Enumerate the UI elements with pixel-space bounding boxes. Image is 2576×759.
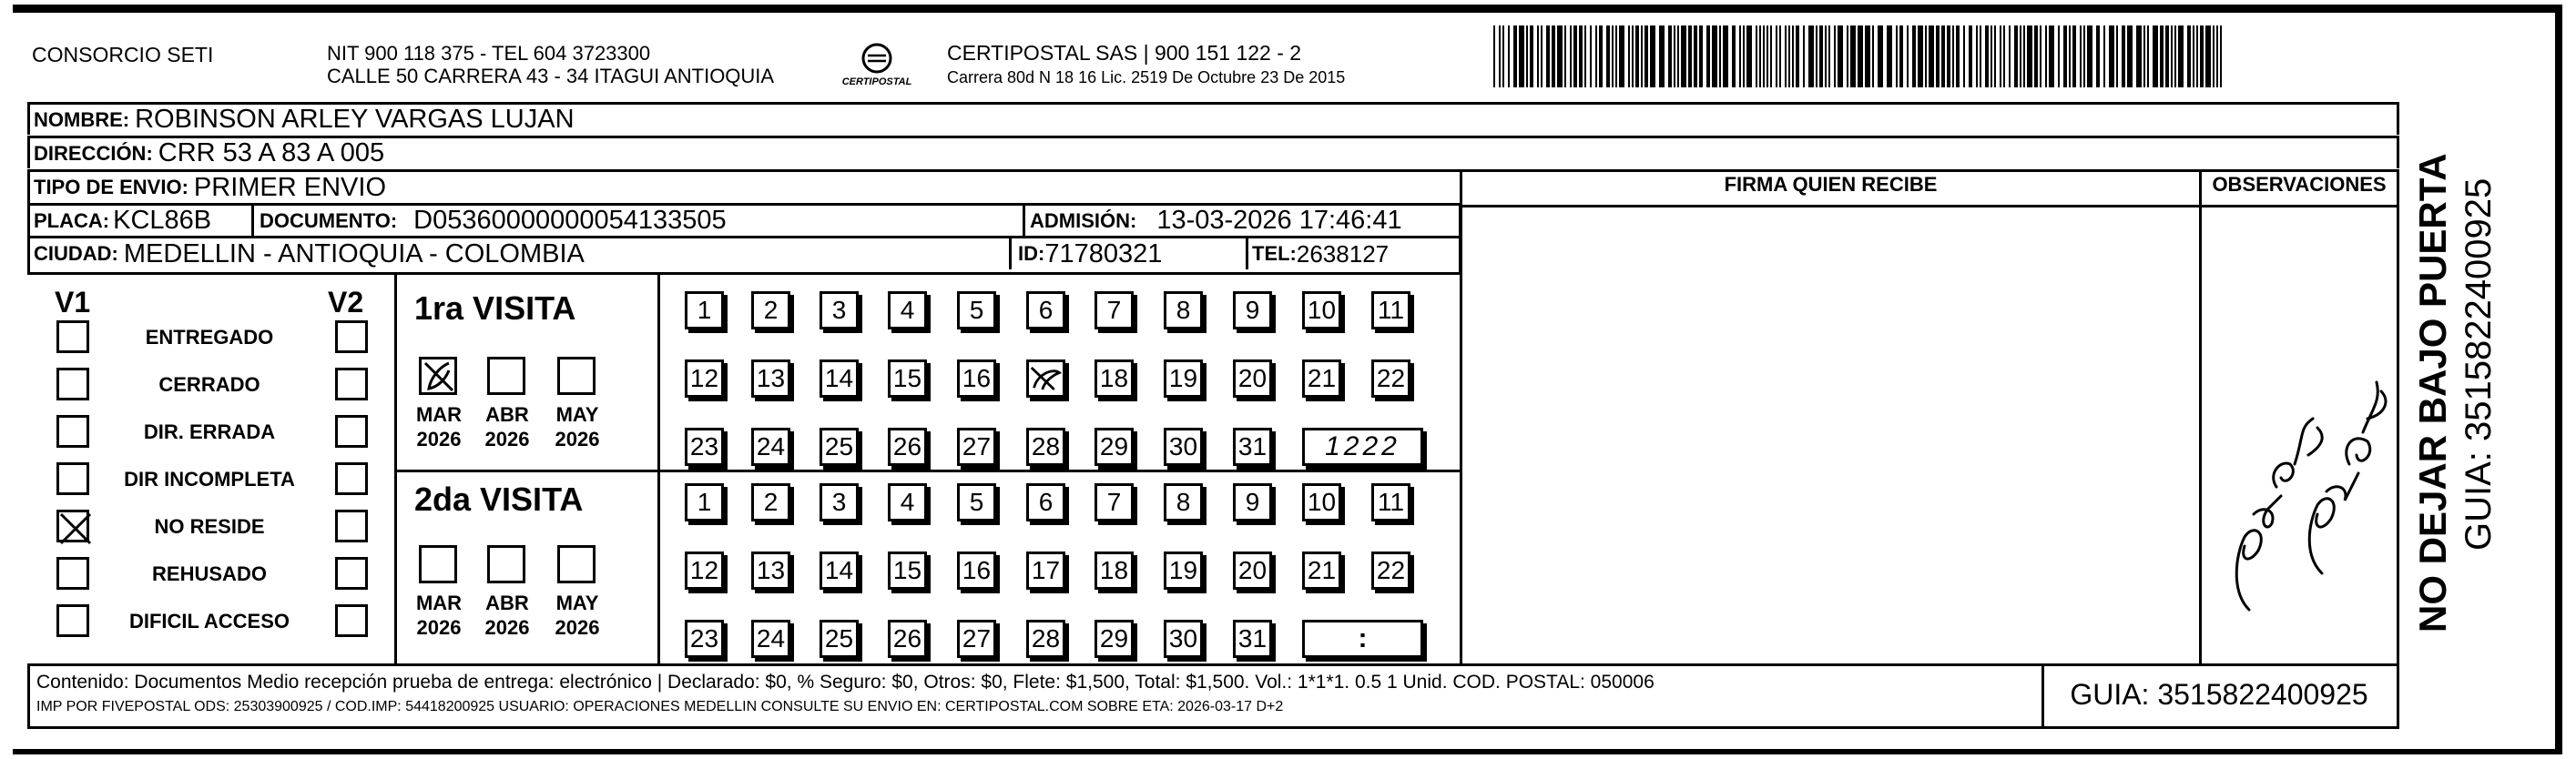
month-name: MAR xyxy=(415,592,463,614)
month-label xyxy=(412,591,466,640)
day-box[interactable]: 20 xyxy=(1233,552,1272,590)
direccion-label: DIRECCIÓN: xyxy=(34,141,153,165)
day-box[interactable]: 3 xyxy=(820,483,859,521)
day-box[interactable]: 19 xyxy=(1164,359,1203,398)
month-checkbox[interactable] xyxy=(419,357,457,395)
day-box[interactable]: 29 xyxy=(1095,428,1134,466)
day-box[interactable]: 9 xyxy=(1233,483,1272,521)
day-box[interactable]: 24 xyxy=(751,620,790,658)
day-box[interactable]: 3 xyxy=(820,291,859,329)
v1-checkbox[interactable] xyxy=(56,510,89,542)
tel-value: 2638127 xyxy=(1296,239,1390,268)
month-year: 2026 xyxy=(484,428,530,450)
tipo-label: TIPO DE ENVIO: xyxy=(34,176,188,198)
month-year: 2026 xyxy=(484,616,530,639)
column-header-line xyxy=(1460,205,2399,207)
day-box[interactable]: 25 xyxy=(820,620,859,658)
second-visit-label: 2da VISITA xyxy=(414,481,584,518)
day-box[interactable]: 21 xyxy=(1302,359,1341,398)
v1-label: V1 xyxy=(55,286,91,319)
day-box[interactable]: 4 xyxy=(888,291,927,329)
status-label: DIFICIL ACCESO xyxy=(128,610,290,632)
status-label: DIR INCOMPLETA xyxy=(124,468,295,491)
v2-checkbox[interactable] xyxy=(335,320,368,353)
contenido-text: Contenido: Documentos Medio recepción prueba de entrega: electrónico | Declarado: $0, % Seguro: $0, Otros: $0, Flete: $1,500, Total: $1,500. Vol.: 1*1*1. 0.5 1 Unid. COD. POSTAL: 050006 xyxy=(36,672,1655,693)
ciudad-label: CIUDAD: xyxy=(34,242,118,265)
id-label: ID: xyxy=(1018,242,1045,265)
day-box[interactable]: 19 xyxy=(1164,552,1203,590)
ciudad-value: MEDELLIN - ANTIOQUIA - COLOMBIA xyxy=(123,238,585,268)
day-box[interactable]: 8 xyxy=(1164,291,1203,329)
admision-label: ADMISIÓN: xyxy=(1030,208,1137,232)
month-checkbox[interactable] xyxy=(557,357,596,395)
side-guia: GUIA: 3515822400925 xyxy=(2459,177,2499,551)
v2-checkbox[interactable] xyxy=(335,368,368,400)
status-right-border xyxy=(394,272,397,663)
day-box[interactable]: 31 xyxy=(1233,620,1272,658)
month-name: MAY xyxy=(555,592,599,614)
ciudad-row xyxy=(27,236,1461,272)
day-box[interactable]: 11 xyxy=(1371,483,1410,521)
month-checkbox[interactable] xyxy=(419,545,457,583)
id-value: 71780321 xyxy=(1044,238,1163,268)
day-box[interactable]: 20 xyxy=(1233,359,1272,398)
nombre-row xyxy=(27,102,2399,135)
day-box[interactable]: 29 xyxy=(1095,620,1134,658)
v1-checkbox[interactable] xyxy=(56,368,89,400)
day-box[interactable]: 26 xyxy=(888,428,927,466)
imp-text: IMP POR FIVEPOSTAL ODS: 25303900925 / COD.IMP: 54418200925 USUARIO: OPERACIONES MEDELLIN CONSULTE SU ENVIO EN: CERTIPOSTAL.COM SOBRE ETA: 2026-03-17 D+2 xyxy=(36,699,1284,714)
day-box[interactable]: 21 xyxy=(1302,552,1341,590)
day-box[interactable]: 12 xyxy=(685,359,724,398)
month-label xyxy=(412,402,466,451)
v1-checkbox[interactable] xyxy=(56,462,89,495)
day-box[interactable]: 16 xyxy=(957,359,996,398)
time-box[interactable]: : xyxy=(1302,620,1423,658)
v2-checkbox[interactable] xyxy=(335,557,368,590)
month-year: 2026 xyxy=(555,616,600,639)
nombre-label: NOMBRE: xyxy=(34,107,130,131)
day-box[interactable]: 25 xyxy=(820,428,859,466)
nombre-value: ROBINSON ARLEY VARGAS LUJAN xyxy=(135,105,575,134)
divider xyxy=(1023,206,1025,236)
documento-label: DOCUMENTO: xyxy=(260,208,398,232)
status-label: CERRADO xyxy=(158,373,260,396)
time-box[interactable]: 1222 xyxy=(1302,428,1423,466)
day-box[interactable]: 7 xyxy=(1095,291,1134,329)
day-box[interactable]: 15 xyxy=(888,359,927,398)
certipostal-logo xyxy=(831,40,922,95)
day-box[interactable]: 14 xyxy=(820,359,859,398)
no-dejar-bajo-puerta: NO DEJAR BAJO PUERTA xyxy=(2411,153,2454,632)
month-name: MAR xyxy=(415,403,463,426)
v2-checkbox[interactable] xyxy=(335,510,368,542)
month-name: ABR xyxy=(485,592,529,614)
day-box[interactable]: 9 xyxy=(1233,291,1272,329)
day-box[interactable]: 12 xyxy=(685,552,724,590)
day-box[interactable]: 16 xyxy=(957,552,996,590)
day-box[interactable]: 18 xyxy=(1095,552,1134,590)
day-box[interactable]: 10 xyxy=(1302,291,1341,329)
day-box[interactable]: 15 xyxy=(888,552,927,590)
placa-row xyxy=(27,203,1461,236)
day-box[interactable]: 23 xyxy=(685,620,724,658)
firma-left-border xyxy=(1460,169,1462,665)
tipo-value: PRIMER ENVIO xyxy=(193,172,387,202)
day-box[interactable]: 28 xyxy=(1026,428,1065,466)
day-box[interactable]: 4 xyxy=(888,483,927,521)
day-box[interactable]: 18 xyxy=(1095,359,1134,398)
barcode xyxy=(1493,25,2224,87)
day-box[interactable]: 6 xyxy=(1026,291,1065,329)
month-name: ABR xyxy=(485,403,529,426)
v2-checkbox[interactable] xyxy=(335,415,368,448)
month-checkbox[interactable] xyxy=(487,545,525,583)
day-box[interactable]: 2 xyxy=(751,483,790,521)
month-label xyxy=(480,402,535,451)
carrier-name: CERTIPOSTAL SAS | 900 151 122 - 2 xyxy=(947,41,1302,65)
footer-left-border xyxy=(27,663,30,729)
day-box[interactable]: 17 xyxy=(1026,552,1065,590)
placa-value: KCL86B xyxy=(113,206,212,235)
month-label xyxy=(550,591,605,640)
day-box[interactable]: 24 xyxy=(751,428,790,466)
divider xyxy=(251,206,254,236)
firma-right-border xyxy=(2199,169,2202,665)
day-box[interactable]: 8 xyxy=(1164,483,1203,521)
handwritten-observation xyxy=(2213,328,2395,628)
day-box[interactable]: 6 xyxy=(1026,483,1065,521)
status-label: DIR. ERRADA xyxy=(143,420,276,443)
day-box[interactable]: 27 xyxy=(957,428,996,466)
v1-checkbox[interactable] xyxy=(56,320,89,353)
day-box[interactable]: 22 xyxy=(1371,552,1410,590)
month-year: 2026 xyxy=(416,616,462,639)
nit-tel: NIT 900 118 375 - TEL 604 3723300 xyxy=(327,42,651,65)
carrier-license: Carrera 80d N 18 16 Lic. 2519 De Octubre 23 De 2015 xyxy=(947,68,1346,86)
day-box[interactable]: 14 xyxy=(820,552,859,590)
company-name: CONSORCIO SETI xyxy=(32,43,214,66)
v2-checkbox[interactable] xyxy=(335,462,368,495)
day-box[interactable]: 11 xyxy=(1371,291,1410,329)
day-box[interactable]: 10 xyxy=(1302,483,1341,521)
day-box[interactable]: 23 xyxy=(685,428,724,466)
admision-value: 13-03-2026 17:46:41 xyxy=(1156,206,1402,235)
day-box[interactable]: 13 xyxy=(751,552,790,590)
svg-text:CERTIPOSTAL: CERTIPOSTAL xyxy=(841,76,912,87)
v2-checkbox[interactable] xyxy=(335,604,368,637)
visit-divider xyxy=(394,470,1461,472)
obs-right-border xyxy=(2397,169,2399,665)
day-box[interactable]: 30 xyxy=(1164,620,1203,658)
tel-label: TEL: xyxy=(1252,242,1297,265)
v2-label: V2 xyxy=(328,286,364,319)
month-label xyxy=(480,591,535,640)
day-box[interactable]: 28 xyxy=(1026,620,1065,658)
day-box[interactable]: 1 xyxy=(685,291,724,329)
day-box[interactable]: 5 xyxy=(957,483,996,521)
month-year: 2026 xyxy=(555,428,600,450)
month-checkbox[interactable] xyxy=(487,357,525,395)
first-visit-label: 1ra VISITA xyxy=(414,289,576,327)
v1-checkbox[interactable] xyxy=(56,557,89,590)
month-year: 2026 xyxy=(416,428,462,450)
day-box[interactable]: 13 xyxy=(751,359,790,398)
month-checkbox[interactable] xyxy=(557,545,596,583)
day-box[interactable]: 27 xyxy=(957,620,996,658)
months-right-border xyxy=(657,272,660,663)
day-box[interactable]: 30 xyxy=(1164,428,1203,466)
day-box[interactable] xyxy=(1026,359,1065,398)
placa-label: PLACA: xyxy=(34,208,110,232)
status-top-line xyxy=(27,272,1461,275)
month-name: MAY xyxy=(555,403,599,426)
firma-header: FIRMA QUIEN RECIBE xyxy=(1724,173,1938,196)
footer-guia: GUIA: 3515822400925 xyxy=(2070,678,2368,711)
divider xyxy=(1246,238,1248,269)
status-label: NO RESIDE xyxy=(154,515,265,538)
v1-checkbox[interactable] xyxy=(56,415,89,448)
company-address: CALLE 50 CARRERA 43 - 34 ITAGUI ANTIOQUIA xyxy=(327,65,775,87)
day-box[interactable]: 31 xyxy=(1233,428,1272,466)
v1-checkbox[interactable] xyxy=(56,604,89,637)
divider xyxy=(1009,238,1012,269)
day-box[interactable]: 1 xyxy=(685,483,724,521)
footer-right-border xyxy=(2397,663,2399,729)
status-label: ENTREGADO xyxy=(145,326,274,349)
day-box[interactable]: 2 xyxy=(751,291,790,329)
day-box[interactable]: 5 xyxy=(957,291,996,329)
observaciones-header: OBSERVACIONES xyxy=(2212,173,2387,196)
day-box[interactable]: 22 xyxy=(1371,359,1410,398)
status-label: REHUSADO xyxy=(152,562,267,585)
direccion-value: CRR 53 A 83 A 005 xyxy=(158,138,385,167)
direccion-row xyxy=(27,136,2399,168)
day-box[interactable]: 7 xyxy=(1095,483,1134,521)
documento-value: D05360000000054133505 xyxy=(413,206,727,235)
month-label xyxy=(550,402,605,451)
day-box[interactable]: 26 xyxy=(888,620,927,658)
